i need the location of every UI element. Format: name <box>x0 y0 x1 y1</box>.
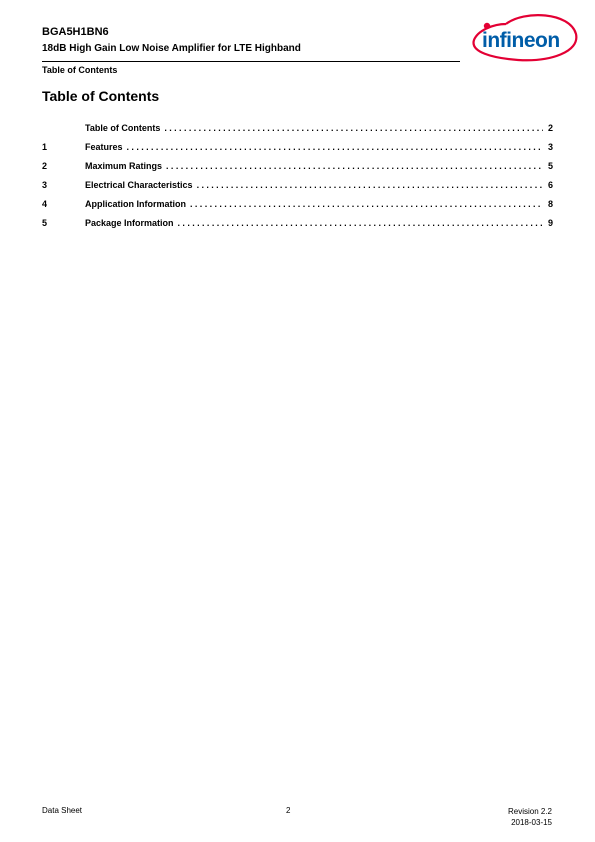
footer-revision: Revision 2.2 <box>507 807 552 816</box>
footer-document-type: Data Sheet <box>42 806 83 815</box>
toc-page: 8 <box>547 199 553 209</box>
toc-leader <box>190 199 543 209</box>
page-title: Table of Contents <box>42 88 160 104</box>
header-section: Table of Contents <box>42 65 118 75</box>
toc-number: 4 <box>42 199 48 209</box>
header-part-number: BGA5H1BN6 <box>42 26 109 38</box>
footer-page-number: 2 <box>286 806 291 815</box>
toc-leader <box>197 180 544 190</box>
toc-leader <box>164 123 543 133</box>
toc-entry-application-information[interactable] <box>42 199 553 218</box>
toc-page: 5 <box>547 161 553 171</box>
toc-title: Electrical Characteristics <box>85 180 193 190</box>
footer-revision-block <box>508 806 552 828</box>
toc-title: Maximum Ratings <box>85 161 163 171</box>
toc-leader <box>127 142 543 152</box>
toc-entry-electrical-characteristics[interactable] <box>42 180 553 199</box>
toc-title: Features <box>85 142 123 152</box>
toc-leader <box>166 161 543 171</box>
toc-page: 2 <box>547 123 553 133</box>
toc-number: 3 <box>42 180 48 190</box>
table-of-contents <box>42 123 553 237</box>
toc-entry-table-of-contents[interactable] <box>42 123 553 142</box>
toc-title: Package Information <box>85 218 174 228</box>
toc-number: 2 <box>42 161 48 171</box>
toc-entry-package-information[interactable] <box>42 218 553 237</box>
toc-title: Application Information <box>85 199 186 209</box>
toc-page: 9 <box>547 218 553 228</box>
toc-page: 3 <box>547 142 553 152</box>
toc-leader <box>178 218 544 228</box>
header-rule <box>42 61 460 62</box>
toc-entry-maximum-ratings[interactable] <box>42 161 553 180</box>
toc-entry-features[interactable] <box>42 142 553 161</box>
footer-date: 2018-03-15 <box>511 818 552 827</box>
logo-wordmark: infineon <box>482 29 560 52</box>
infineon-logo <box>466 12 580 62</box>
header-subtitle: 18dB High Gain Low Noise Amplifier for LTE Highband <box>42 43 301 54</box>
toc-page: 6 <box>547 180 553 190</box>
toc-title: Table of Contents <box>85 123 161 133</box>
toc-number: 5 <box>42 218 48 228</box>
toc-number: 1 <box>42 142 48 152</box>
